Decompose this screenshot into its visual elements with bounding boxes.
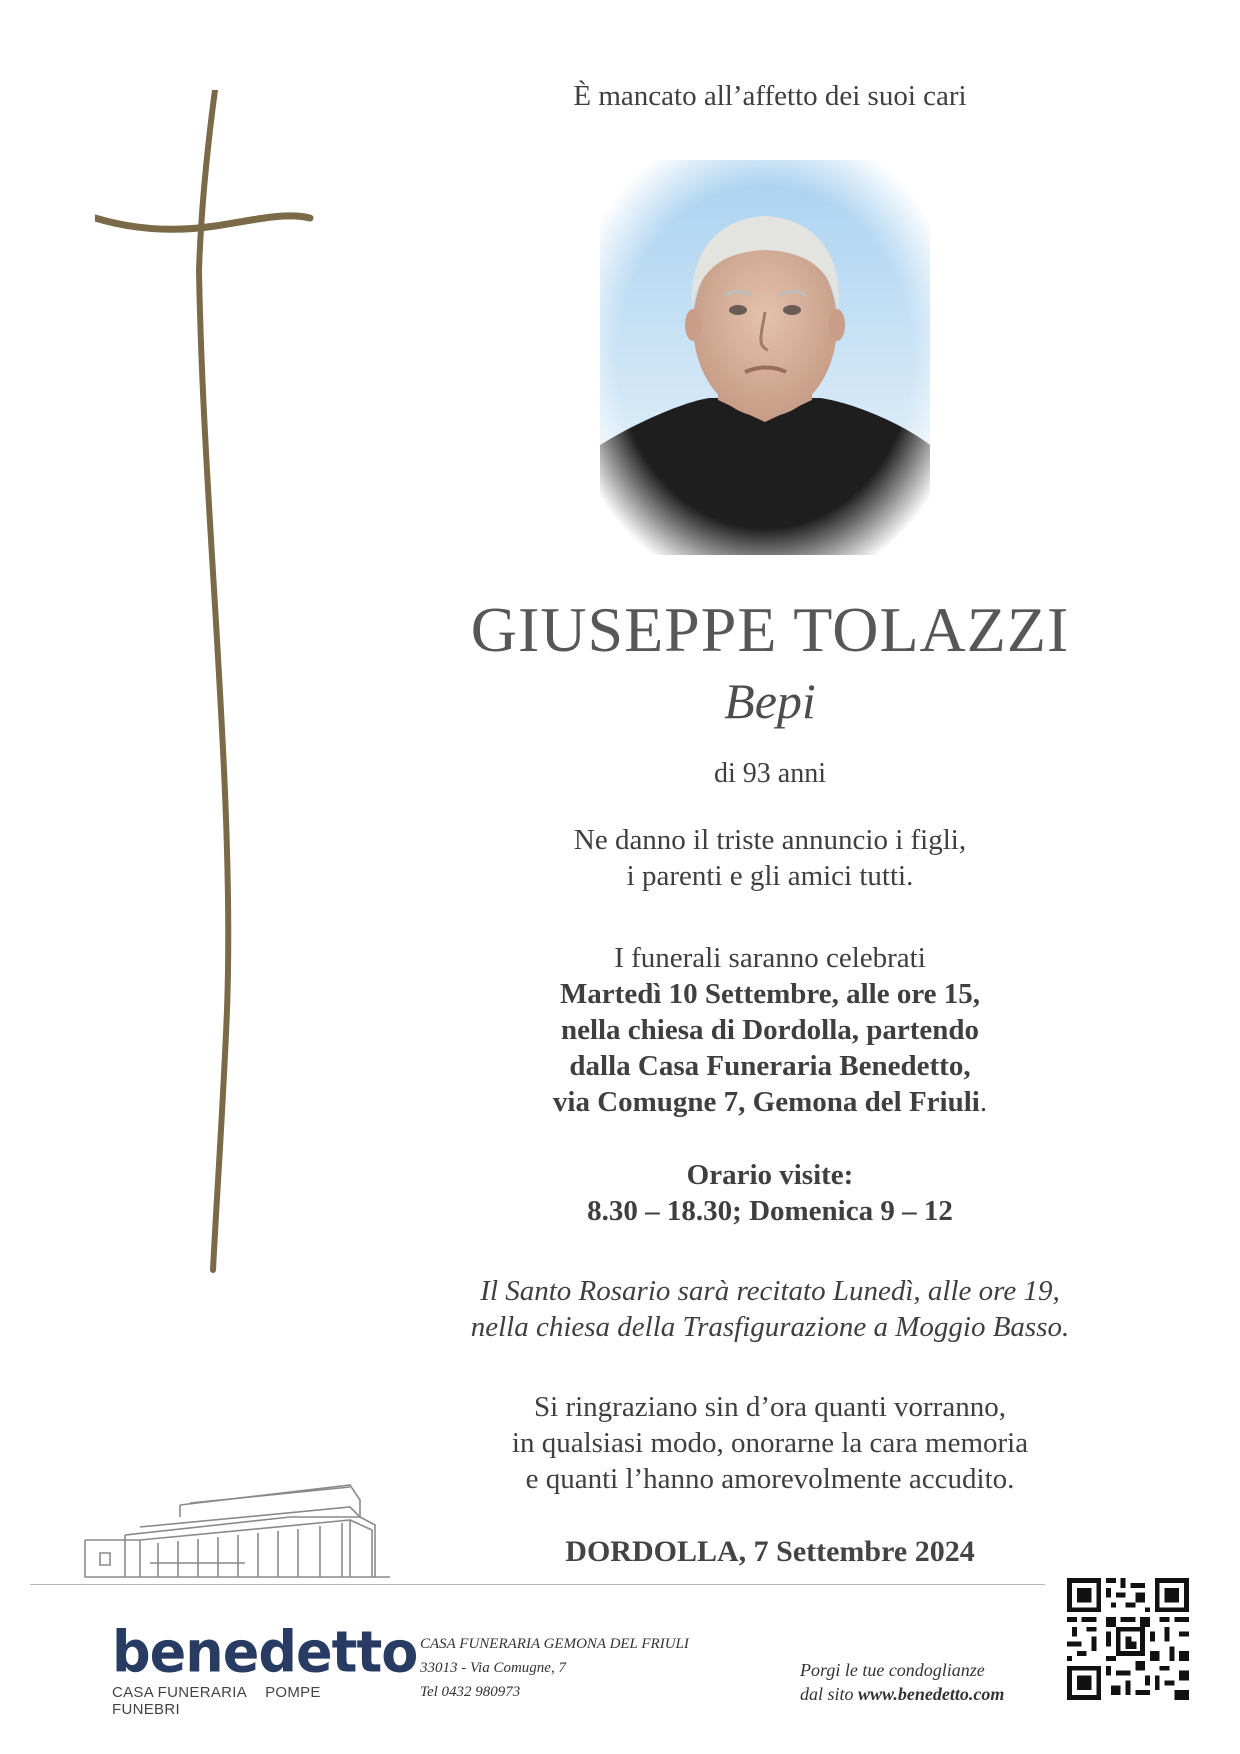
deceased-age: di 93 anni — [714, 758, 826, 789]
condolences-line — [800, 1682, 1004, 1706]
rosary-line: nella chiesa della Trasfigurazione a Moggio Basso. — [470, 1311, 1070, 1343]
funeral-line — [430, 1084, 1110, 1120]
logo-subtitle-item: CASA FUNERARIA — [112, 1684, 248, 1701]
deceased-nickname: Bepi — [724, 673, 816, 729]
funeral-period: . — [979, 1086, 988, 1118]
place-and-date: DORDOLLA, 7 Settembre 2024 — [565, 1535, 975, 1568]
announcement-line: i parenti e gli amici tutti. — [626, 860, 914, 892]
funeral-intro: I funerali saranno celebrati — [614, 942, 926, 974]
funeral-details — [430, 940, 1110, 1120]
condolences-prefix: dal sito — [800, 1684, 859, 1704]
address-line: 33013 - Via Comugne, 7 — [420, 1660, 566, 1676]
condolences-note — [800, 1658, 1004, 1706]
address-line: Tel 0432 980973 — [420, 1684, 521, 1700]
rosary-notice — [430, 1273, 1110, 1345]
thanks-line: Si ringraziano sin d’ora quanti vorranno, — [534, 1391, 1006, 1423]
thanks-line: e quanti l’hanno amorevolmente accudito. — [525, 1463, 1015, 1495]
funeral-line: Martedì 10 Settembre, alle ore 15, — [559, 978, 981, 1010]
website-link[interactable]: www.benedetto.com — [858, 1684, 1005, 1704]
thanks-message — [430, 1389, 1110, 1497]
visiting-hours-title: Orario visite: — [686, 1159, 854, 1191]
deceased-name: GIUSEPPE TOLAZZI — [470, 594, 1070, 665]
funeral-home-address — [420, 1632, 689, 1704]
visiting-hours — [430, 1157, 1110, 1229]
logo-subtitle — [112, 1684, 367, 1718]
address-line: CASA FUNERARIA GEMONA DEL FRIULI — [420, 1636, 689, 1652]
benedetto-logo — [112, 1618, 418, 1718]
footer-divider — [30, 1584, 1045, 1585]
funeral-home-building-icon — [30, 1465, 400, 1585]
visiting-hours-times: 8.30 – 18.30; Domenica 9 – 12 — [587, 1195, 953, 1227]
thanks-line: in qualsiasi modo, onorarne la cara memoria — [511, 1427, 1029, 1459]
intro-text: È mancato all’affetto dei suoi cari — [573, 80, 967, 112]
funeral-line: dalla Casa Funeraria Benedetto, — [569, 1050, 971, 1082]
funeral-line: nella chiesa di Dordolla, partendo — [560, 1014, 980, 1046]
cross-icon — [95, 90, 325, 1290]
qr-code-icon[interactable] — [1067, 1578, 1189, 1700]
logo-wordmark: benedetto — [112, 1618, 418, 1685]
announcement-line: Ne danno il triste annuncio i figli, — [573, 824, 967, 856]
rosary-line: Il Santo Rosario sarà recitato Lunedì, alle ore 19, — [480, 1275, 1060, 1307]
funeral-address: via Comugne 7, Gemona del Friuli — [552, 1086, 980, 1118]
logo-subtitle-item: POMPE FUNEBRI — [112, 1684, 321, 1718]
condolences-line: Porgi le tue condoglianze — [800, 1660, 985, 1680]
announcement — [430, 822, 1110, 894]
portrait-photo — [600, 160, 930, 555]
